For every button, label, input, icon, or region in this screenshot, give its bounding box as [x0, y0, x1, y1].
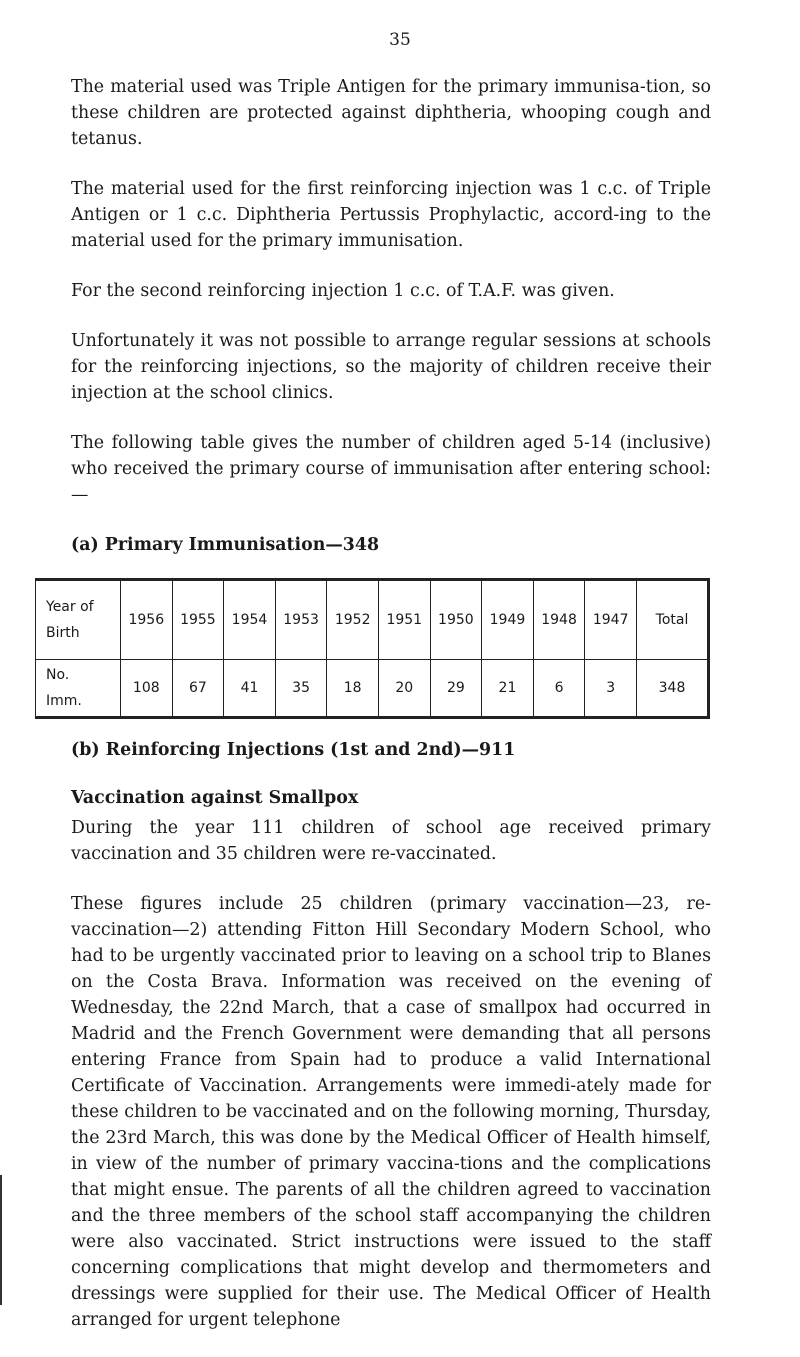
- paragraph-fitton-hill: These figures include 25 children (primary vaccination—23, re-vaccination—2) attending Fitton Hill Secondary Modern School, who had to be urgently vaccinated prior to leaving on a school trip to Blanes on the Costa Brava. Information was received on the evening of Wednesday, the 22nd March, that a case of smallpox had occurred in Madrid and the French Government were demanding that all persons entering France from Spain had to produce a valid International Certificate of Vaccination. Arrangements were immedi-ately made for these children to be vaccinated and on the following morning, Thursday, the 23rd March, this was done by the Medical Officer of Health himself, in view of the number of primary vaccina-tions and the complications that might ensue. The parents of all the children agreed to vaccination and the three members of the school staff accompanying the children were also vaccinated. Strict instructions were issued to the staff concerning complications that might develop and thermometers and dressings were supplied for their use. The Medical Officer of Health arranged for urgent telephone: [71, 894, 711, 1330]
- table-cell-year: 1950: [430, 580, 482, 660]
- table-cell-year: 1947: [585, 580, 637, 660]
- table-cell-count: 6: [533, 660, 585, 718]
- immunisation-table: [35, 578, 710, 719]
- year-of-birth-label: Year of Birth: [36, 580, 121, 660]
- table-row-counts: [36, 660, 709, 718]
- table-cell-count: 67: [172, 660, 224, 718]
- table-cell-count: 108: [121, 660, 173, 718]
- table-cell-count: 35: [275, 660, 327, 718]
- table-cell-year: 1953: [275, 580, 327, 660]
- no-imm-label: No. Imm.: [36, 660, 121, 718]
- table-cell-count: 20: [378, 660, 430, 718]
- table-cell-year: 1949: [482, 580, 534, 660]
- table-row-years: [36, 580, 709, 660]
- table-cell-year: 1956: [121, 580, 173, 660]
- paragraph-sessions: Unfortunately it was not possible to arrange regular sessions at schools for the reinforcing injections, so the majority of children receive their injection at the school clinics.: [71, 331, 711, 403]
- table-cell-count: 3: [585, 660, 637, 718]
- paragraph-triple-antigen: The material used was Triple Antigen for the primary immunisa-tion, so these children are protected against diphtheria, whooping cough and tetanus.: [71, 77, 711, 149]
- table-cell-count: 18: [327, 660, 379, 718]
- paragraph-second-reinforcing: For the second reinforcing injection 1 c.c. of T.A.F. was given.: [71, 281, 615, 301]
- table-cell-count: 41: [224, 660, 276, 718]
- table-cell-year: 1955: [172, 580, 224, 660]
- table-cell-count: 21: [482, 660, 534, 718]
- page-edge-line: [0, 1175, 2, 1305]
- table-cell-year: 1952: [327, 580, 379, 660]
- total-label: Total: [637, 580, 709, 660]
- paragraph-vaccination-count: During the year 111 children of school age received primary vaccination and 35 children were re-vaccinated.: [71, 818, 711, 864]
- table-cell-year: 1948: [533, 580, 585, 660]
- page-number: 35: [389, 30, 411, 50]
- total-value: 348: [637, 660, 709, 718]
- vaccination-heading: Vaccination against Smallpox: [71, 788, 359, 808]
- page-content: [46, 74, 711, 1357]
- table-cell-count: 29: [430, 660, 482, 718]
- table-cell-year: 1951: [378, 580, 430, 660]
- section-b-heading: (b) Reinforcing Injections (1st and 2nd)—911: [71, 740, 516, 760]
- paragraph-table-intro: The following table gives the number of children aged 5-14 (inclusive) who received the primary course of immunisation after entering school: —: [71, 433, 711, 505]
- table-cell-year: 1954: [224, 580, 276, 660]
- paragraph-first-reinforcing: The material used for the first reinforcing injection was 1 c.c. of Triple Antigen or 1 c.c. Diphtheria Pertussis Prophylactic, accord-ing to the material used for the primary immunisation.: [71, 179, 711, 251]
- section-a-heading: (a) Primary Immunisation—348: [71, 535, 380, 555]
